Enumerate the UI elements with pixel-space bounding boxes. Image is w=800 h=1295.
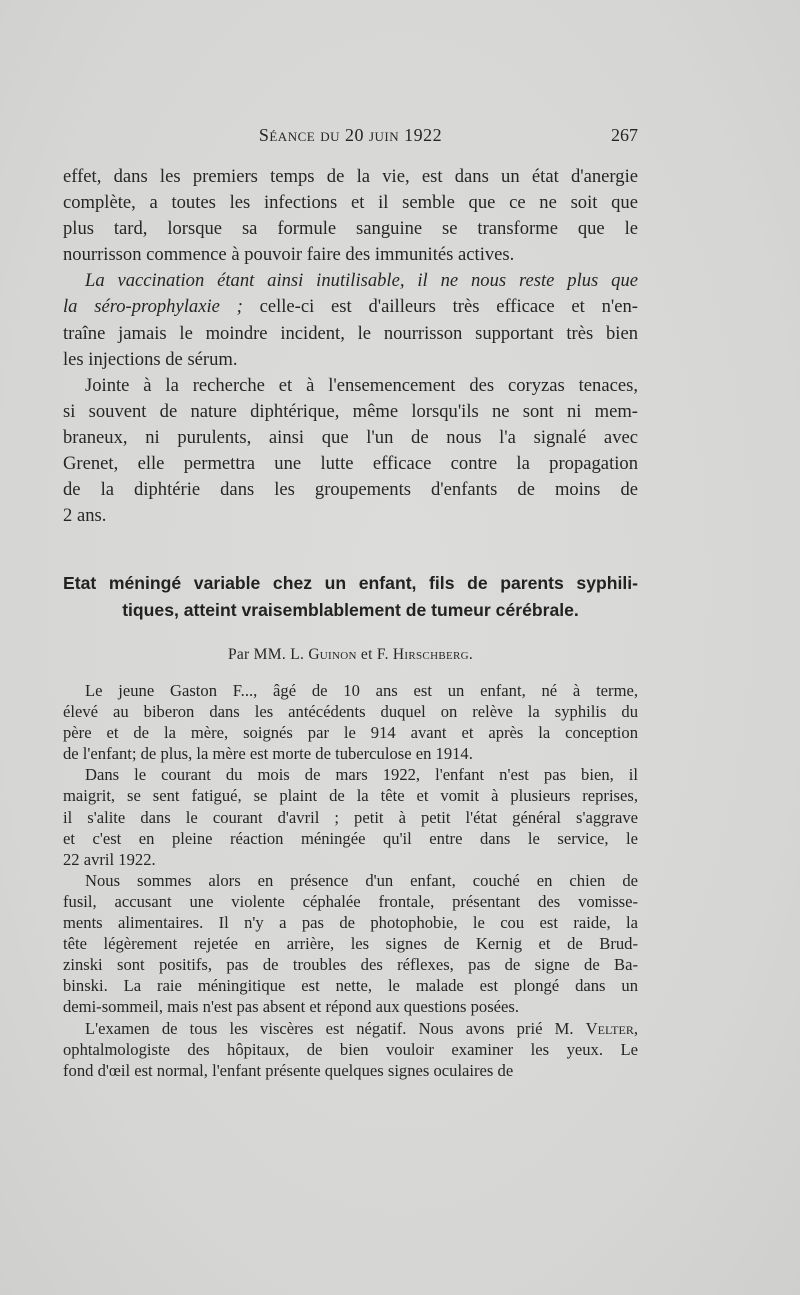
text-segment: , bbox=[633, 1018, 638, 1038]
text-line: si souvent de nature diphtérique, même lorsqu'ils ne sont ni mem- bbox=[63, 400, 638, 422]
text-line: braneux, ni purulents, ainsi que l'un de nous l'a signalé avec bbox=[63, 426, 638, 448]
text-line: plus tard, lorsque sa formule sanguine se transforme que le bbox=[63, 218, 638, 240]
byline-conjunction: et F. bbox=[356, 646, 393, 663]
text-line: fond d'œil est normal, l'enfant présente quelques signes oculaires de bbox=[63, 1060, 514, 1080]
text-line: et c'est en pleine réaction méningée qu'il entre dans le service, le bbox=[63, 828, 638, 848]
text-line: demi-sommeil, mais n'est pas absent et répond aux questions posées. bbox=[63, 997, 520, 1017]
article-body bbox=[63, 680, 638, 1081]
text-line bbox=[63, 294, 638, 320]
text-line: Grenet, elle permettra une lutte efficace contre la propagation bbox=[63, 453, 638, 475]
text-line: Nous sommes alors en présence d'un enfant, couché en chien de bbox=[85, 870, 638, 890]
byline-author-guinon: Guinon bbox=[308, 646, 357, 663]
text-line: fusil, accusant une violente céphalée frontale, présentant des vomisse- bbox=[63, 891, 638, 911]
byline-prefix: Par MM. L. bbox=[227, 646, 309, 663]
text-line: effet, dans les premiers temps de la vie, est dans un état d'anergie bbox=[63, 166, 638, 187]
text-segment: la séro-prophylaxie ; bbox=[63, 296, 243, 318]
running-head bbox=[63, 125, 638, 149]
text-line: Jointe à la recherche et à l'ensemencement des coryzas tenaces, bbox=[85, 374, 638, 396]
byline-end: . bbox=[468, 646, 474, 663]
text-line: maigrit, se sent fatigué, se plaint de la tête et vomit à plusieurs reprises, bbox=[63, 786, 638, 806]
text-line: complète, a toutes les infections et il semble que ce ne soit que bbox=[63, 192, 638, 214]
text-line: Dans le courant du mois de mars 1922, l'enfant n'est pas bien, il bbox=[85, 765, 638, 785]
page-number: 267 bbox=[611, 125, 638, 145]
text-line: 22 avril 1922. bbox=[63, 849, 156, 869]
text-line: élevé au biberon dans les antécédents duquel on relève la syphilis du bbox=[63, 702, 638, 722]
text-line: traîne jamais le moindre incident, le nourrisson supportant très bien bbox=[63, 322, 638, 344]
text-line: Le jeune Gaston F..., âgé de 10 ans est un enfant, né à terme, bbox=[85, 681, 638, 700]
text-line bbox=[63, 268, 638, 294]
text-line: il s'alite dans le courant d'avril ; petit à petit l'état général s'aggrave bbox=[63, 807, 638, 827]
text-line: ments alimentaires. Il n'y a pas de photophobie, le cou est raide, la bbox=[63, 913, 638, 933]
text-line: nourrisson commence à pouvoir faire des immunités actives. bbox=[63, 244, 515, 266]
text-line: de l'enfant; de plus, la mère est morte de tuberculose en 1914. bbox=[63, 744, 473, 764]
text-line: tête légèrement rejetée en arrière, les signes de Kernig et de Brud- bbox=[63, 934, 638, 954]
text-line: ophtalmologiste des hôpitaux, de bien vouloir examiner les yeux. Le bbox=[63, 1039, 638, 1059]
article-title-line-1: Etat méningé variable chez un enfant, fils de parents syphili- bbox=[63, 573, 638, 593]
text-line: zinski sont positifs, pas de troubles des réflexes, pas de signe de Ba- bbox=[63, 955, 638, 975]
running-head-title: Séance du 20 juin 1922 bbox=[258, 125, 443, 145]
article-title bbox=[63, 570, 638, 624]
text-segment: La vaccination étant ainsi inutilisable, il ne nous reste plus que bbox=[85, 270, 638, 292]
text-line bbox=[63, 1018, 638, 1039]
article-byline bbox=[63, 646, 638, 664]
text-line: les injections de sérum. bbox=[63, 348, 238, 370]
text-segment: celle-ci est d'ailleurs très efficace et n'en- bbox=[242, 296, 638, 318]
text-line: 2 ans. bbox=[63, 505, 107, 527]
article-title-line-2: tiques, atteint vraisemblablement de tumeur cérébrale. bbox=[122, 600, 579, 620]
text-line: de la diphtérie dans les groupements d'enfants de moins de bbox=[63, 479, 638, 501]
text-segment: Velter bbox=[585, 1018, 634, 1038]
text-segment: L'examen de tous les viscères est négatif. Nous avons prié M. bbox=[85, 1018, 586, 1038]
section-continued-text bbox=[63, 164, 638, 529]
text-line: père et de la mère, soignés par le 914 avant et après la conception bbox=[63, 723, 638, 743]
text-line: binski. La raie méningitique est nette, le malade est plongé dans un bbox=[63, 976, 638, 996]
byline-author-hirschberg: Hirschberg bbox=[392, 646, 469, 663]
